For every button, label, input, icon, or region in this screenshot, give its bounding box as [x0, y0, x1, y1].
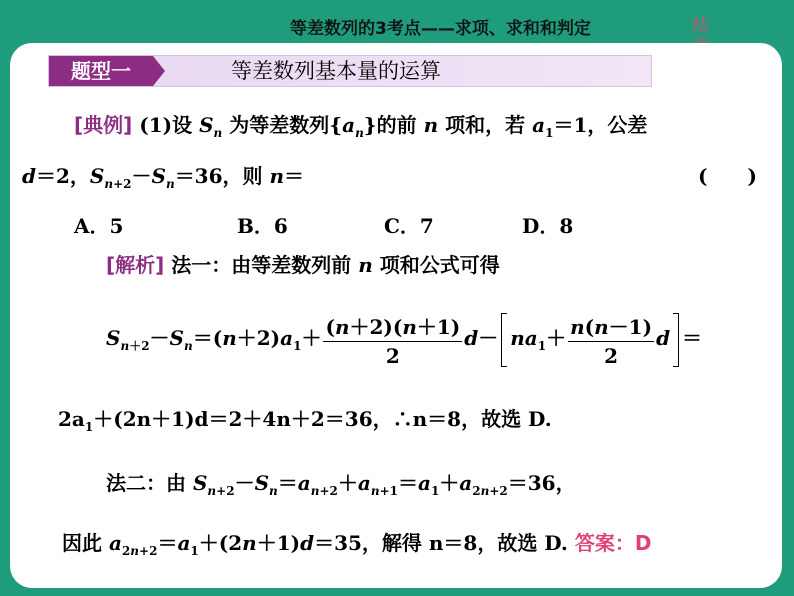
- section-banner: [48, 55, 652, 87]
- formula-line-2: $2a_1+(2n+1)d=2+4n+2=36$，∴n＝8，故选 D.: [58, 407, 552, 434]
- solution-line-1: [解析] 法一：由等差数列前 n 项和公式可得: [106, 253, 500, 277]
- answer-paren: ( ): [698, 164, 757, 188]
- section-tag: 题型一: [49, 56, 153, 86]
- formula-line: $S_{n+2}-S_n=(n+2)a_1+$ $\frac{(n+2)(n+1)}{2}$ $d- na_1+$ $\frac{n(n-1)}{2}$ d ＝: [106, 311, 702, 368]
- conclusion-line: 因此 $a_{2n+2}=a_1+(2n+1)d=35$，解得 n＝8，故选 D. 答案：D: [62, 531, 652, 558]
- option-b: B．6: [237, 214, 288, 238]
- end-button[interactable]: 结: [692, 16, 709, 36]
- method-2-line: 法二：由 $S_{n+2}-S_n=a_{n+2}+a_{n+1}=a_1+a_{2n+2}=36$，: [106, 471, 576, 498]
- problem-line-1: [典例] (1)设 $S_n$ 为等差数列$\{a_n\}$的前 n 项和，若 $a_1=1$，公差: [74, 113, 648, 140]
- option-d: D．8: [522, 214, 574, 238]
- tag-arrow-icon: [153, 56, 165, 86]
- example-label: [典例]: [74, 113, 133, 137]
- header-title: 等差数列的3考点——求项、求和和判定: [290, 19, 591, 39]
- answer-text: 答案：D: [574, 531, 652, 555]
- section-title: 等差数列基本量的运算: [231, 59, 441, 83]
- option-c: C．7: [384, 214, 434, 238]
- slide-content: [10, 43, 782, 588]
- solution-label: [解析]: [106, 253, 165, 277]
- option-a: A．5: [74, 214, 124, 238]
- problem-line-2: d＝2，$S_{n+2}-S_n=36$，则 n＝: [22, 164, 305, 191]
